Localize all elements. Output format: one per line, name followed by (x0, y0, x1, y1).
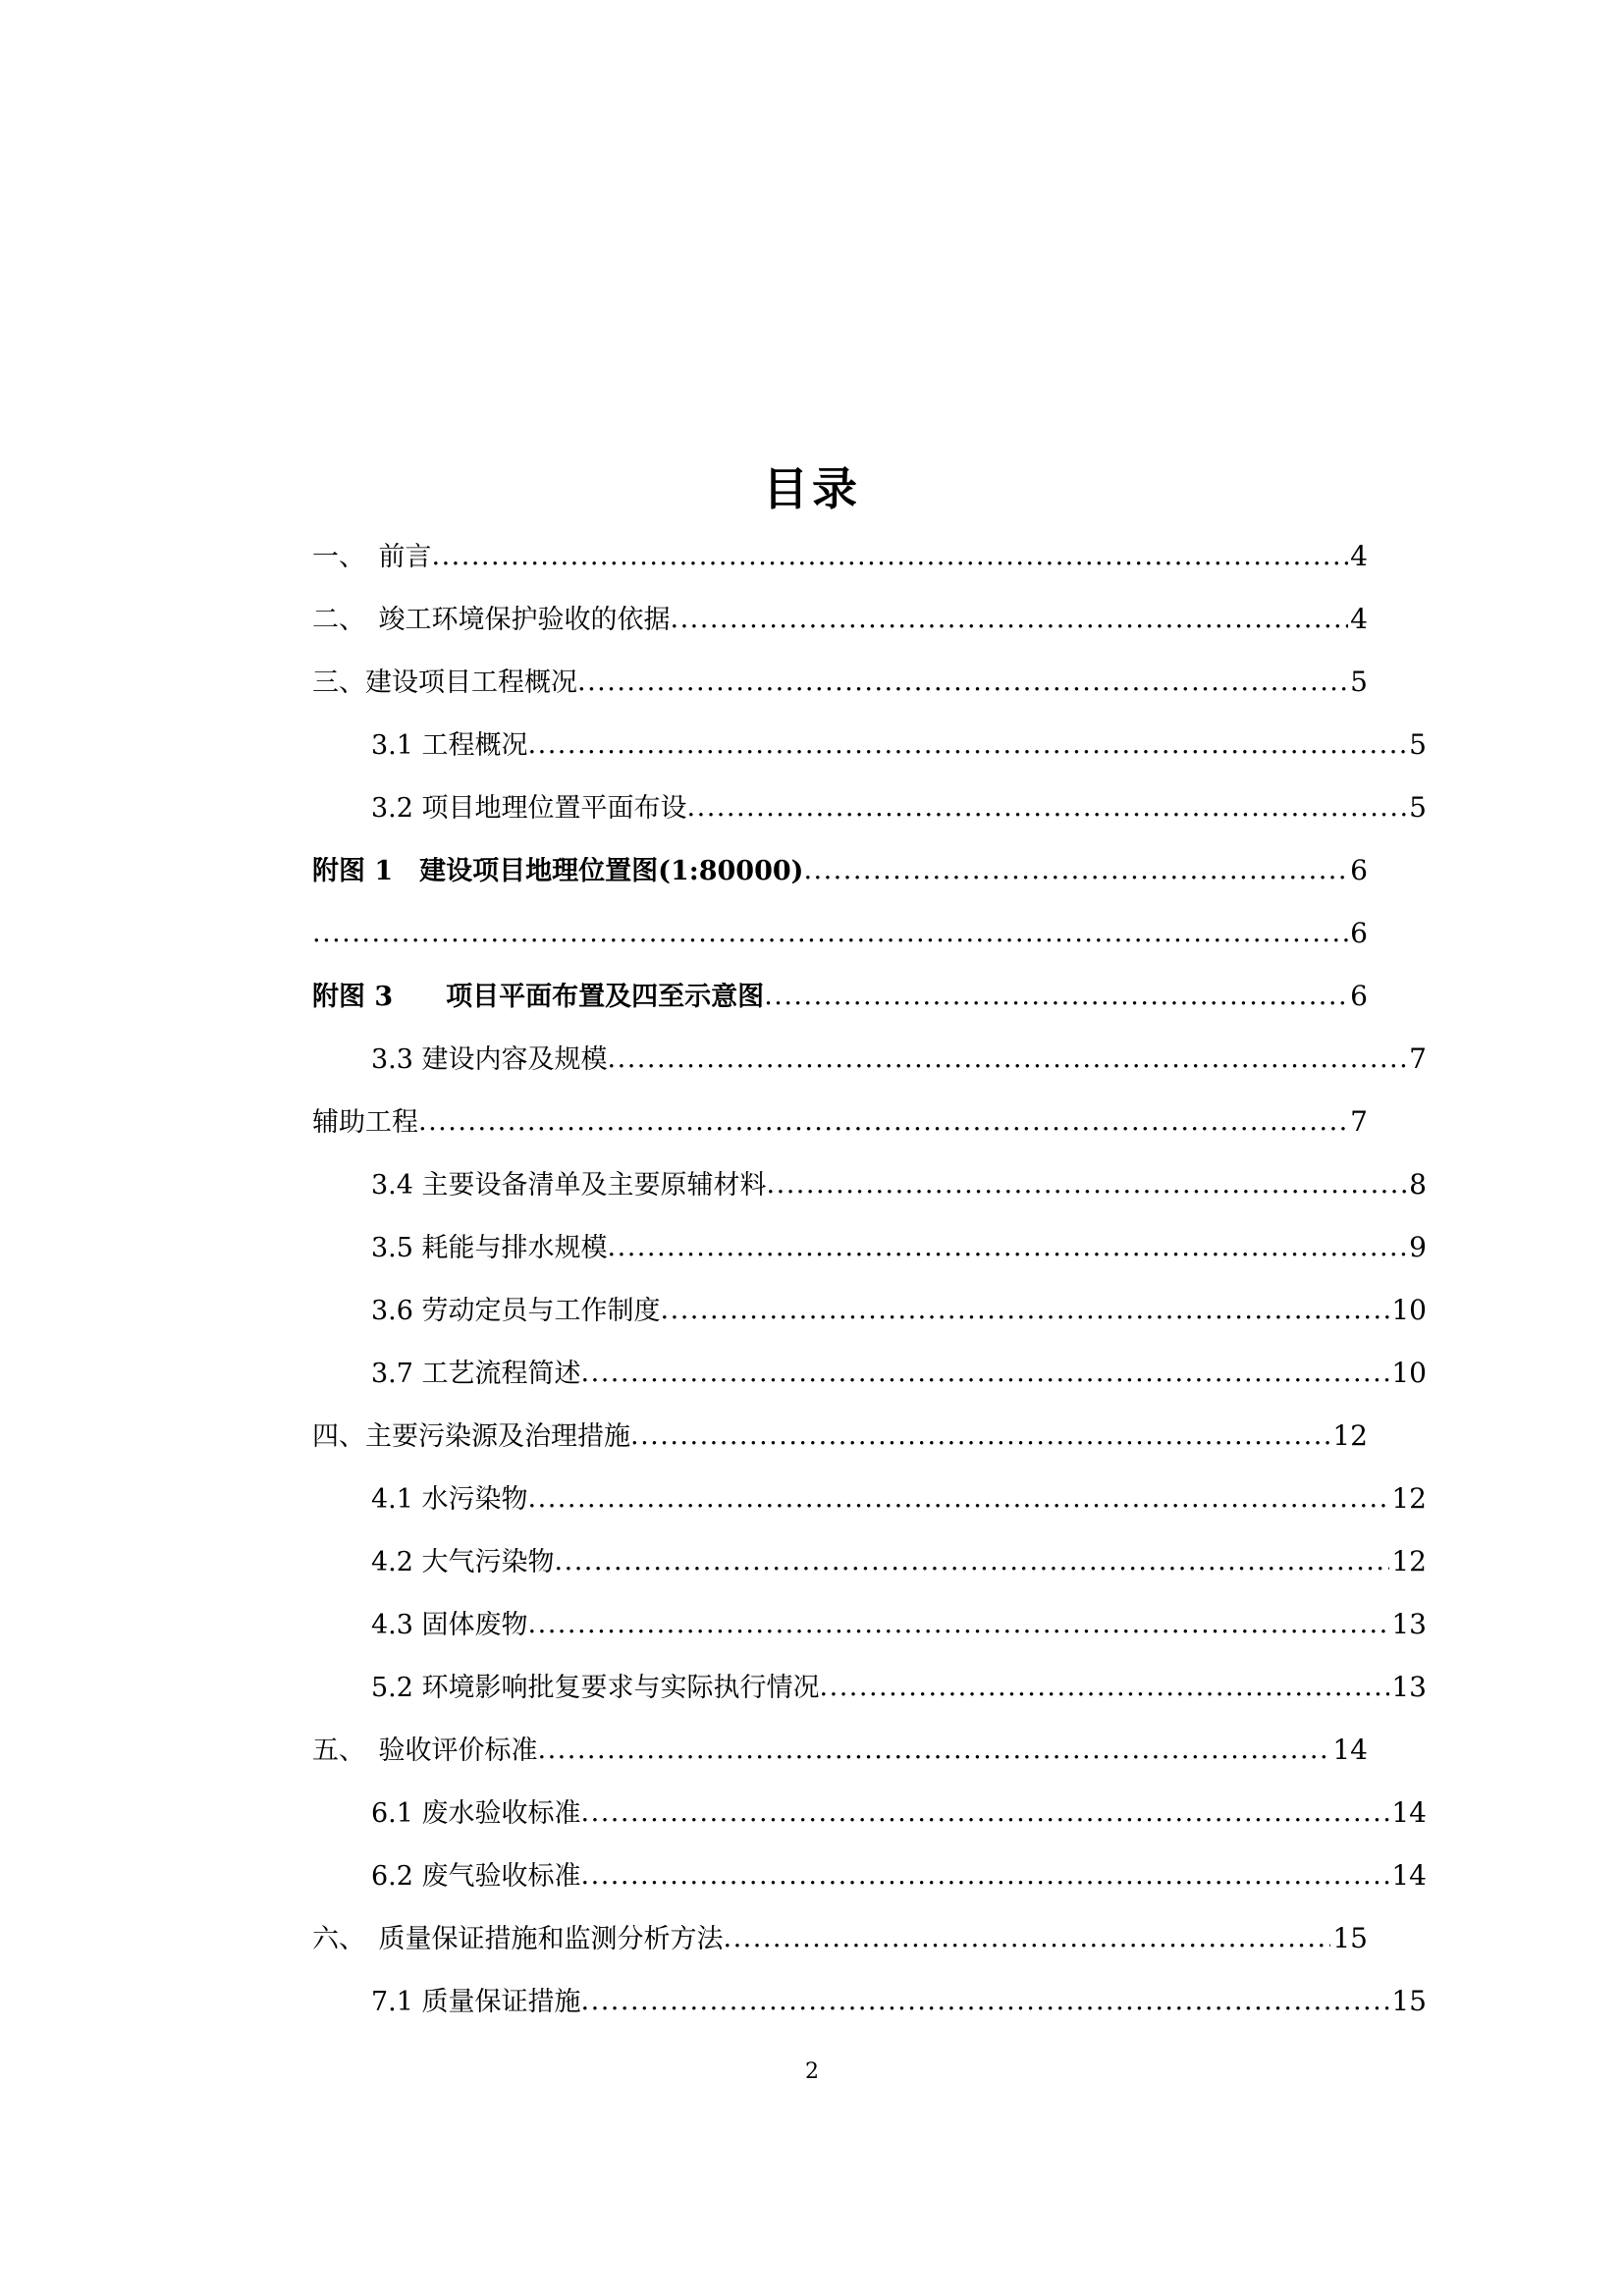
toc-entry-label: 辅助工程 (312, 1108, 418, 1138)
table-of-contents (312, 543, 1427, 2051)
toc-leader-dots (555, 1548, 1390, 1575)
toc-entry-page-number: 4 (1350, 606, 1368, 635)
toc-entry-page-number: 12 (1332, 1422, 1368, 1452)
toc-leader-dots (528, 731, 1408, 758)
toc-entry-label: 3.1 工程概况 (371, 731, 528, 761)
toc-entry[interactable] (312, 1234, 1427, 1297)
toc-leader-dots (767, 1171, 1408, 1198)
toc-leader-dots (581, 1799, 1390, 1826)
toc-entry-page-number: 13 (1391, 1674, 1427, 1703)
toc-entry[interactable] (312, 1925, 1368, 1988)
toc-entry-label: 3.3 建设内容及规模 (371, 1045, 608, 1075)
toc-entry-page-number: 12 (1391, 1485, 1427, 1515)
toc-entry[interactable] (312, 1045, 1427, 1108)
toc-entry-page-number: 7 (1409, 1045, 1427, 1075)
toc-leader-dots (820, 1674, 1390, 1700)
toc-entry-page-number: 5 (1409, 794, 1427, 824)
toc-leader-dots (581, 1988, 1390, 2014)
toc-entry-label: 3.6 劳动定员与工作制度 (371, 1297, 661, 1326)
page-title: 目录 (763, 462, 861, 515)
toc-entry[interactable] (312, 1171, 1427, 1234)
toc-entry-label: 3.4 主要设备清单及主要原辅材料 (371, 1171, 767, 1201)
toc-leader-dots (661, 1297, 1390, 1323)
toc-entry-page-number: 6 (1350, 857, 1368, 886)
toc-entry-page-number: 10 (1391, 1360, 1427, 1389)
toc-entry-page-number: 4 (1350, 543, 1368, 572)
toc-entry-page-number: 14 (1391, 1799, 1427, 1829)
toc-entry-label: 4.2 大气污染物 (371, 1548, 555, 1577)
toc-entry-label: 六、 质量保证措施和监测分析方法 (312, 1925, 724, 1954)
toc-entry[interactable] (312, 1736, 1368, 1799)
toc-entry[interactable] (312, 1422, 1368, 1485)
toc-entry-label: 7.1 质量保证措施 (371, 1988, 581, 2017)
toc-entry[interactable] (312, 731, 1427, 794)
toc-leader-dots (803, 857, 1348, 883)
toc-entry-label: 4.1 水污染物 (371, 1485, 528, 1515)
toc-entry[interactable] (312, 857, 1368, 920)
toc-entry[interactable] (312, 1297, 1427, 1360)
toc-entry-page-number: 14 (1391, 1862, 1427, 1892)
toc-entry[interactable] (312, 1674, 1427, 1736)
toc-entry[interactable] (312, 1799, 1427, 1862)
toc-entry-label: 四、主要污染源及治理措施 (312, 1422, 630, 1452)
toc-leader-dots (764, 983, 1348, 1009)
toc-entry-page-number: 5 (1350, 668, 1368, 698)
toc-entry-page-number: 13 (1391, 1611, 1427, 1640)
toc-entry-label: 5.2 环境影响批复要求与实际执行情况 (371, 1674, 820, 1703)
toc-leader-dots (418, 1108, 1348, 1135)
toc-leader-dots (581, 1862, 1390, 1889)
toc-entry[interactable] (312, 1862, 1427, 1925)
toc-entry[interactable] (312, 1485, 1427, 1548)
toc-leader-dots (671, 606, 1349, 632)
toc-leader-dots (528, 1611, 1390, 1637)
toc-entry-page-number: 7 (1350, 1108, 1368, 1138)
footer-page-number: 2 (805, 2059, 819, 2084)
toc-entry-label: 一、 前言 (312, 543, 432, 572)
toc-entry-page-number: 9 (1409, 1234, 1427, 1263)
toc-entry-label: 五、 验收评价标准 (312, 1736, 538, 1766)
toc-entry[interactable] (312, 543, 1368, 606)
toc-entry[interactable] (312, 794, 1427, 857)
toc-entry[interactable] (312, 1548, 1427, 1611)
toc-entry[interactable] (312, 1108, 1368, 1171)
toc-entry-label: 二、 竣工环境保护验收的依据 (312, 606, 671, 635)
toc-entry-label: 3.7 工艺流程简述 (371, 1360, 581, 1389)
toc-entry-label: 4.3 固体废物 (371, 1611, 528, 1640)
toc-entry-label: 附图 3 项目平面布置及四至示意图 (312, 983, 765, 1012)
toc-entry-page-number: 12 (1391, 1548, 1427, 1577)
toc-entry-page-number: 8 (1409, 1171, 1427, 1201)
toc-entry[interactable] (312, 1611, 1427, 1674)
toc-entry-label: 3.2 项目地理位置平面布设 (371, 794, 687, 824)
toc-entry[interactable] (312, 668, 1368, 731)
toc-entry-page-number: 14 (1332, 1736, 1368, 1766)
toc-entry-page-number: 10 (1391, 1297, 1427, 1326)
toc-entry[interactable] (312, 1360, 1427, 1422)
toc-entry-page-number: 5 (1409, 731, 1427, 761)
toc-entry-page-number: 6 (1350, 920, 1368, 949)
toc-leader-dots (630, 1422, 1330, 1449)
toc-entry-page-number: 15 (1332, 1925, 1368, 1954)
toc-entry-label: 附图 1 建设项目地理位置图(1:80000) (312, 857, 804, 886)
toc-leader-dots (312, 920, 1348, 946)
toc-leader-dots (581, 1360, 1390, 1386)
toc-entry[interactable] (312, 983, 1368, 1045)
toc-entry[interactable] (312, 920, 1368, 983)
toc-leader-dots (577, 668, 1348, 695)
toc-entry-label: 6.2 废气验收标准 (371, 1862, 581, 1892)
toc-entry[interactable] (312, 1988, 1427, 2051)
toc-leader-dots (538, 1736, 1331, 1763)
toc-leader-dots (608, 1045, 1408, 1072)
toc-entry-label: 6.1 废水验收标准 (371, 1799, 581, 1829)
toc-leader-dots (724, 1925, 1331, 1951)
toc-leader-dots (432, 543, 1349, 569)
toc-entry[interactable] (312, 606, 1368, 668)
toc-entry-page-number: 6 (1350, 983, 1368, 1012)
toc-entry-label: 三、建设项目工程概况 (312, 668, 577, 698)
toc-leader-dots (528, 1485, 1390, 1512)
toc-entry-label: 3.5 耗能与排水规模 (371, 1234, 608, 1263)
toc-leader-dots (687, 794, 1408, 821)
toc-leader-dots (608, 1234, 1408, 1260)
toc-entry-page-number: 15 (1391, 1988, 1427, 2017)
